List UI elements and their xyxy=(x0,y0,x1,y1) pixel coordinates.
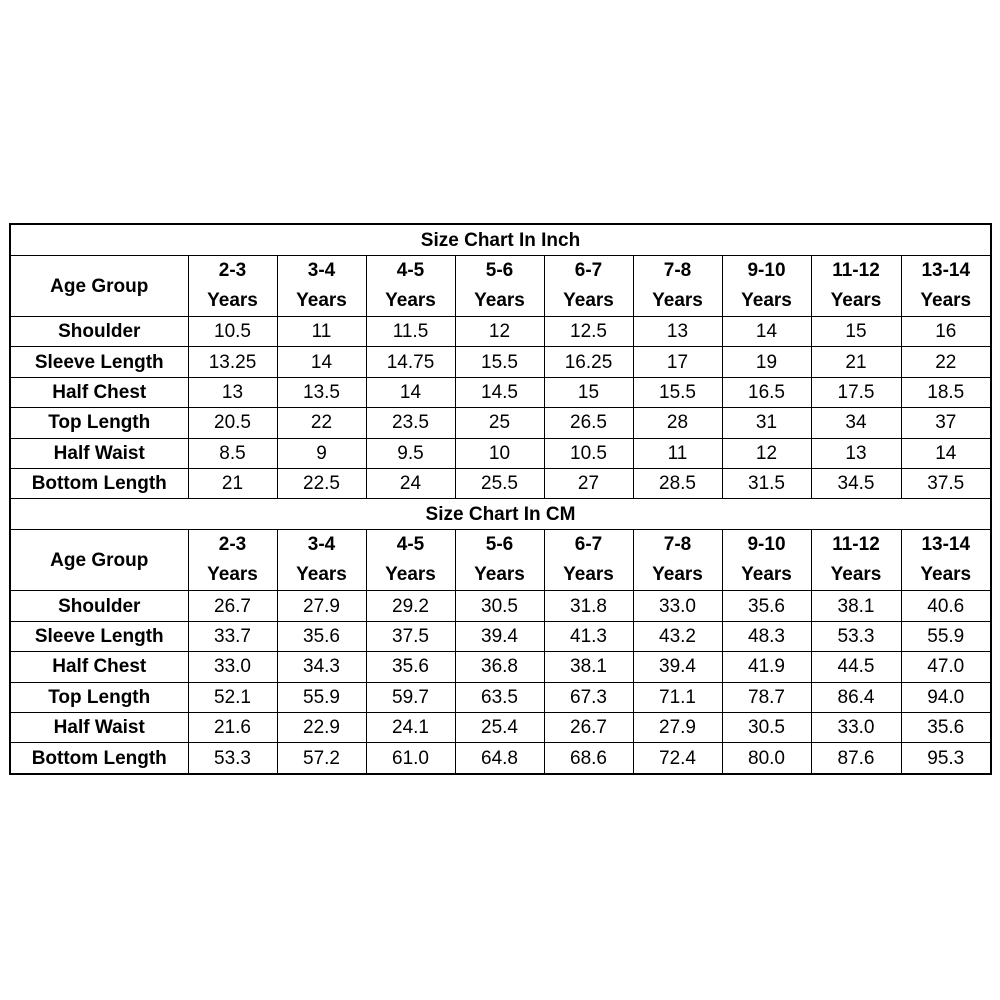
table-row xyxy=(10,713,991,743)
age-unit: Years xyxy=(741,564,792,586)
measurement-value: 24.1 xyxy=(366,713,455,743)
age-range: 5-6 xyxy=(485,534,514,556)
age-column-header xyxy=(633,530,722,591)
measurement-value: 27 xyxy=(544,469,633,499)
measurement-value: 15.5 xyxy=(455,347,544,377)
measurement-value: 44.5 xyxy=(811,652,901,682)
measurement-value: 87.6 xyxy=(811,743,901,774)
measurement-value: 23.5 xyxy=(366,408,455,438)
measurement-value: 14 xyxy=(366,377,455,407)
measurement-value: 13.5 xyxy=(277,377,366,407)
measurement-value: 71.1 xyxy=(633,682,722,712)
age-range: 11-12 xyxy=(832,260,880,281)
age-unit: Years xyxy=(920,564,972,586)
measurement-value: 18.5 xyxy=(901,377,991,407)
age-range: 13-14 xyxy=(921,534,971,556)
header-row xyxy=(10,256,991,317)
measurement-value: 30.5 xyxy=(722,713,811,743)
measurement-value: 11.5 xyxy=(366,317,455,347)
table-row xyxy=(10,469,991,499)
age-range: 7-8 xyxy=(663,260,692,281)
measurement-label: Half Waist xyxy=(10,713,188,743)
measurement-label: Bottom Length xyxy=(10,743,188,774)
measurement-value: 34 xyxy=(811,408,901,438)
age-column-header xyxy=(544,256,633,317)
measurement-value: 35.6 xyxy=(277,621,366,651)
table-row xyxy=(10,377,991,407)
measurement-value: 26.7 xyxy=(544,713,633,743)
measurement-value: 35.6 xyxy=(901,713,991,743)
measurement-value: 34.3 xyxy=(277,652,366,682)
measurement-label: Shoulder xyxy=(10,317,188,347)
age-column-header xyxy=(811,530,901,591)
age-unit: Years xyxy=(207,290,258,311)
table-row xyxy=(10,408,991,438)
age-range: 5-6 xyxy=(485,260,514,281)
age-range: 3-4 xyxy=(307,260,336,281)
measurement-value: 14 xyxy=(277,347,366,377)
measurement-value: 24 xyxy=(366,469,455,499)
age-unit: Years xyxy=(296,564,347,586)
measurement-value: 13 xyxy=(811,438,901,468)
measurement-value: 38.1 xyxy=(544,652,633,682)
section-title-row xyxy=(10,224,991,256)
table-row xyxy=(10,347,991,377)
measurement-value: 53.3 xyxy=(188,743,277,774)
measurement-value: 26.7 xyxy=(188,591,277,621)
measurement-value: 16.5 xyxy=(722,377,811,407)
measurement-value: 43.2 xyxy=(633,621,722,651)
measurement-value: 13 xyxy=(633,317,722,347)
measurement-value: 11 xyxy=(277,317,366,347)
age-range: 4-5 xyxy=(396,534,425,556)
age-column-header xyxy=(277,256,366,317)
age-range: 6-7 xyxy=(574,534,603,556)
measurement-value: 41.3 xyxy=(544,621,633,651)
measurement-value: 31 xyxy=(722,408,811,438)
measurement-value: 35.6 xyxy=(722,591,811,621)
measurement-value: 19 xyxy=(722,347,811,377)
measurement-value: 39.4 xyxy=(633,652,722,682)
age-unit: Years xyxy=(652,290,703,311)
age-column-header xyxy=(188,256,277,317)
measurement-value: 36.8 xyxy=(455,652,544,682)
measurement-value: 28.5 xyxy=(633,469,722,499)
measurement-value: 33.0 xyxy=(633,591,722,621)
measurement-label: Top Length xyxy=(10,682,188,712)
measurement-label: Sleeve Length xyxy=(10,347,188,377)
age-unit: Years xyxy=(563,290,614,311)
measurement-value: 17 xyxy=(633,347,722,377)
measurement-value: 47.0 xyxy=(901,652,991,682)
table-row xyxy=(10,652,991,682)
measurement-value: 34.5 xyxy=(811,469,901,499)
measurement-value: 21 xyxy=(811,347,901,377)
measurement-label: Top Length xyxy=(10,408,188,438)
age-range: 3-4 xyxy=(307,534,336,556)
age-unit: Years xyxy=(830,564,882,586)
measurement-label: Half Waist xyxy=(10,438,188,468)
age-range: 13-14 xyxy=(921,260,971,281)
measurement-value: 17.5 xyxy=(811,377,901,407)
age-column-header xyxy=(455,530,544,591)
measurement-value: 11 xyxy=(633,438,722,468)
measurement-value: 16 xyxy=(901,317,991,347)
table-row xyxy=(10,591,991,621)
measurement-value: 21 xyxy=(188,469,277,499)
measurement-value: 9.5 xyxy=(366,438,455,468)
age-range: 7-8 xyxy=(663,534,692,556)
table-row xyxy=(10,438,991,468)
measurement-value: 22.9 xyxy=(277,713,366,743)
measurement-value: 14.75 xyxy=(366,347,455,377)
table-row xyxy=(10,621,991,651)
measurement-value: 37.5 xyxy=(366,621,455,651)
age-range: 4-5 xyxy=(396,260,425,281)
measurement-value: 33.0 xyxy=(188,652,277,682)
age-column-header xyxy=(366,530,455,591)
measurement-value: 40.6 xyxy=(901,591,991,621)
measurement-value: 28 xyxy=(633,408,722,438)
measurement-value: 31.5 xyxy=(722,469,811,499)
age-range: 2-3 xyxy=(218,260,247,281)
measurement-value: 55.9 xyxy=(901,621,991,651)
age-unit: Years xyxy=(385,564,436,586)
measurement-value: 41.9 xyxy=(722,652,811,682)
measurement-value: 31.8 xyxy=(544,591,633,621)
size-chart-body xyxy=(10,224,991,774)
age-column-header xyxy=(722,256,811,317)
measurement-value: 15 xyxy=(544,377,633,407)
measurement-value: 33.7 xyxy=(188,621,277,651)
measurement-value: 33.0 xyxy=(811,713,901,743)
measurement-value: 61.0 xyxy=(366,743,455,774)
measurement-value: 55.9 xyxy=(277,682,366,712)
age-unit: Years xyxy=(207,564,258,586)
age-unit: Years xyxy=(920,290,972,311)
header-row xyxy=(10,530,991,591)
age-unit: Years xyxy=(474,564,525,586)
measurement-value: 9 xyxy=(277,438,366,468)
age-unit: Years xyxy=(563,564,614,586)
measurement-value: 68.6 xyxy=(544,743,633,774)
measurement-value: 22.5 xyxy=(277,469,366,499)
section-title: Size Chart In Inch xyxy=(10,224,991,256)
measurement-value: 57.2 xyxy=(277,743,366,774)
measurement-value: 39.4 xyxy=(455,621,544,651)
measurement-value: 12.5 xyxy=(544,317,633,347)
measurement-value: 10 xyxy=(455,438,544,468)
measurement-value: 94.0 xyxy=(901,682,991,712)
table-row xyxy=(10,682,991,712)
measurement-value: 16.25 xyxy=(544,347,633,377)
measurement-label: Half Chest xyxy=(10,377,188,407)
measurement-label: Sleeve Length xyxy=(10,621,188,651)
age-range: 2-3 xyxy=(218,534,247,556)
measurement-value: 14 xyxy=(901,438,991,468)
measurement-value: 30.5 xyxy=(455,591,544,621)
age-column-header xyxy=(722,530,811,591)
age-unit: Years xyxy=(385,290,436,311)
measurement-value: 29.2 xyxy=(366,591,455,621)
measurement-label: Shoulder xyxy=(10,591,188,621)
measurement-value: 26.5 xyxy=(544,408,633,438)
age-column-header xyxy=(188,530,277,591)
age-range: 6-7 xyxy=(574,260,603,281)
measurement-value: 15.5 xyxy=(633,377,722,407)
section-title-row xyxy=(10,499,991,530)
section-title: Size Chart In CM xyxy=(10,499,991,530)
measurement-value: 53.3 xyxy=(811,621,901,651)
measurement-value: 13.25 xyxy=(188,347,277,377)
age-unit: Years xyxy=(741,290,792,311)
measurement-value: 59.7 xyxy=(366,682,455,712)
measurement-value: 95.3 xyxy=(901,743,991,774)
measurement-value: 80.0 xyxy=(722,743,811,774)
measurement-value: 48.3 xyxy=(722,621,811,651)
size-chart xyxy=(9,223,990,775)
measurement-value: 64.8 xyxy=(455,743,544,774)
measurement-value: 72.4 xyxy=(633,743,722,774)
measurement-value: 35.6 xyxy=(366,652,455,682)
measurement-value: 86.4 xyxy=(811,682,901,712)
measurement-value: 27.9 xyxy=(633,713,722,743)
measurement-value: 78.7 xyxy=(722,682,811,712)
age-range: 9-10 xyxy=(747,260,786,281)
size-chart-table xyxy=(9,223,992,775)
age-column-header xyxy=(366,256,455,317)
measurement-value: 52.1 xyxy=(188,682,277,712)
measurement-value: 25.5 xyxy=(455,469,544,499)
measurement-value: 25 xyxy=(455,408,544,438)
age-column-header xyxy=(811,256,901,317)
measurement-value: 22 xyxy=(277,408,366,438)
age-unit: Years xyxy=(474,290,525,311)
age-column-header xyxy=(633,256,722,317)
age-range: 11-12 xyxy=(832,534,880,556)
age-unit: Years xyxy=(296,290,347,311)
age-column-header xyxy=(901,256,991,317)
measurement-value: 10.5 xyxy=(188,317,277,347)
measurement-value: 63.5 xyxy=(455,682,544,712)
measurement-value: 38.1 xyxy=(811,591,901,621)
measurement-label: Half Chest xyxy=(10,652,188,682)
measurement-value: 8.5 xyxy=(188,438,277,468)
measurement-value: 15 xyxy=(811,317,901,347)
measurement-value: 14.5 xyxy=(455,377,544,407)
measurement-value: 37.5 xyxy=(901,469,991,499)
table-row xyxy=(10,743,991,774)
age-range: 9-10 xyxy=(747,534,786,556)
age-column-header xyxy=(277,530,366,591)
measurement-value: 25.4 xyxy=(455,713,544,743)
measurement-value: 12 xyxy=(722,438,811,468)
measurement-value: 67.3 xyxy=(544,682,633,712)
measurement-value: 21.6 xyxy=(188,713,277,743)
age-column-header xyxy=(544,530,633,591)
measurement-value: 10.5 xyxy=(544,438,633,468)
age-column-header xyxy=(901,530,991,591)
measurement-value: 20.5 xyxy=(188,408,277,438)
measurement-value: 22 xyxy=(901,347,991,377)
measurement-value: 27.9 xyxy=(277,591,366,621)
age-unit: Years xyxy=(830,290,882,311)
measurement-value: 14 xyxy=(722,317,811,347)
age-group-header: Age Group xyxy=(10,256,188,317)
age-group-header: Age Group xyxy=(10,530,188,591)
measurement-value: 37 xyxy=(901,408,991,438)
measurement-value: 13 xyxy=(188,377,277,407)
age-unit: Years xyxy=(652,564,703,586)
measurement-value: 12 xyxy=(455,317,544,347)
age-column-header xyxy=(455,256,544,317)
measurement-label: Bottom Length xyxy=(10,469,188,499)
table-row xyxy=(10,317,991,347)
